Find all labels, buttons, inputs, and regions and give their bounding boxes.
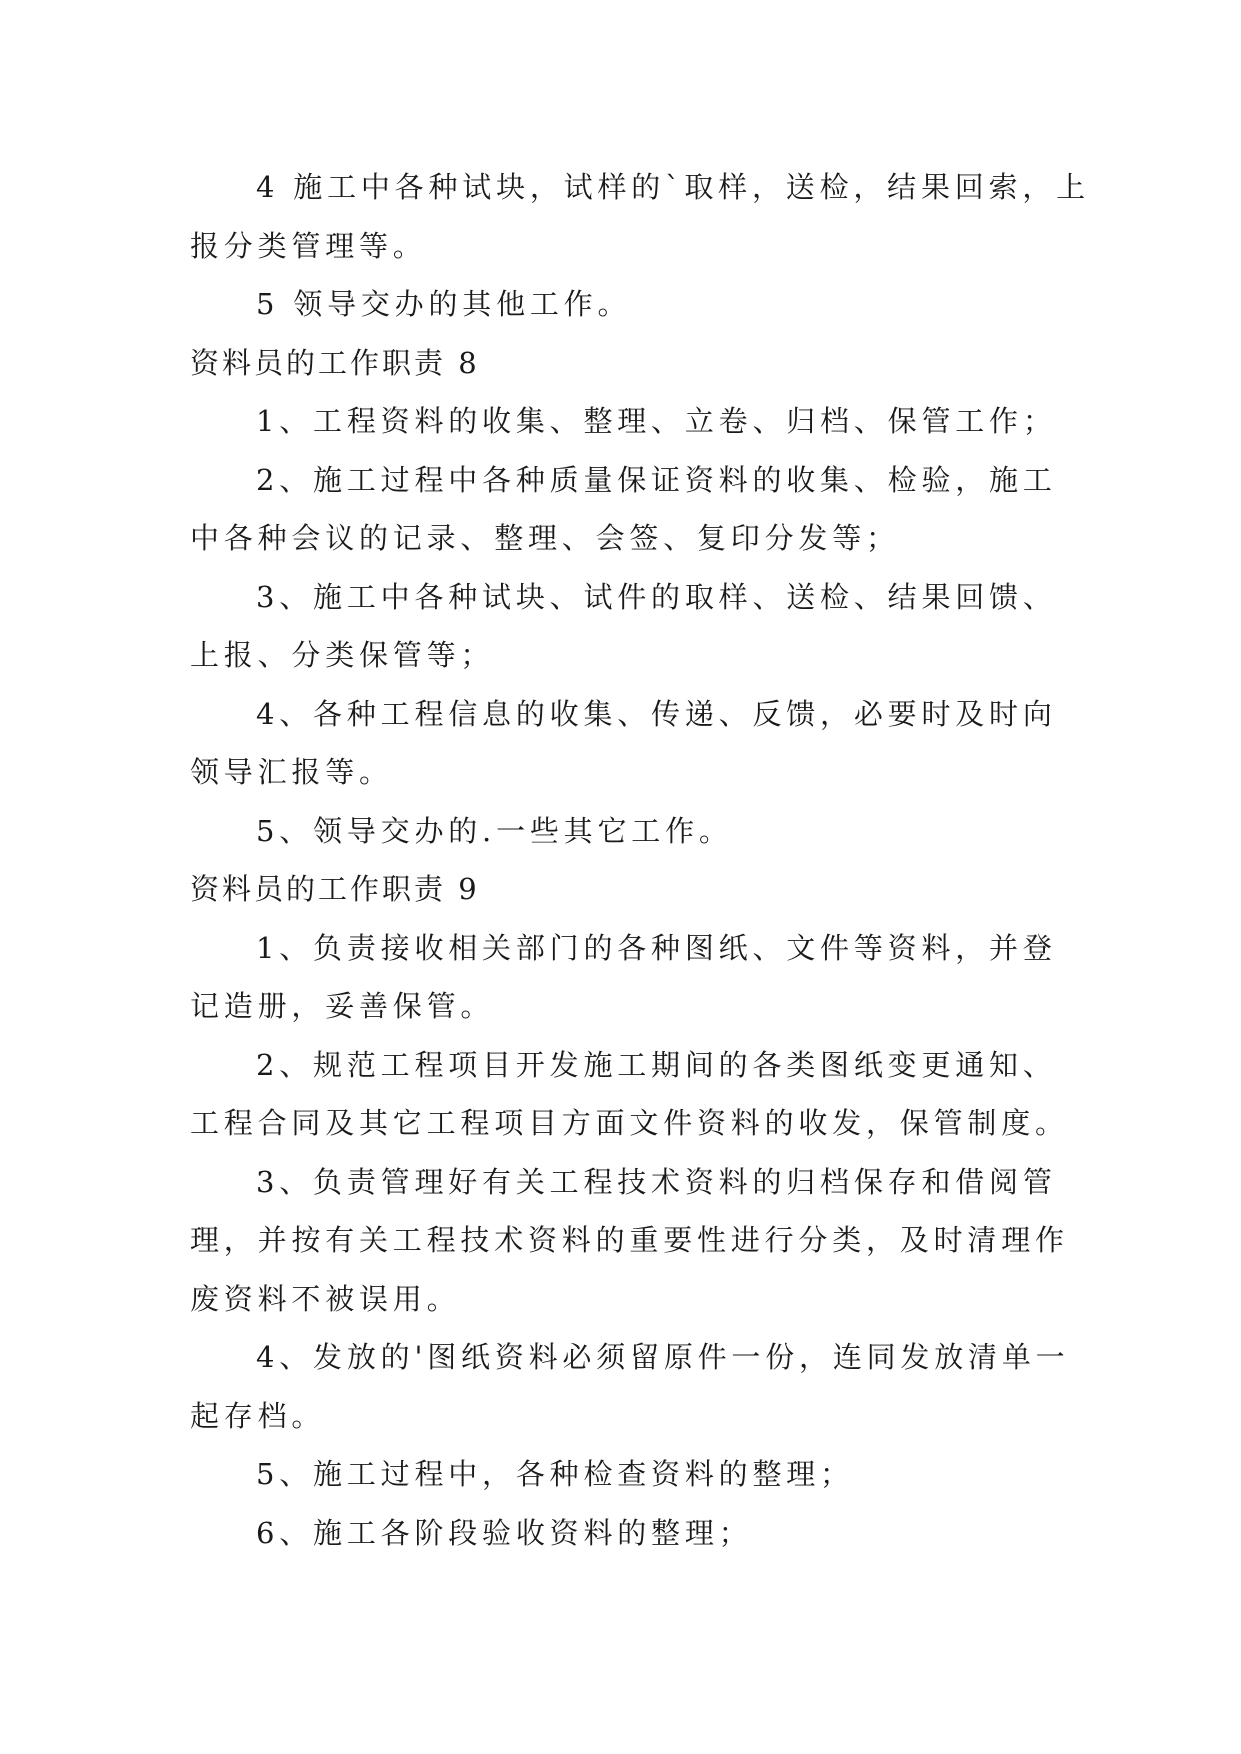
text-line: 4 施工中各种试块，试样的`取样，送检，结果回索，上 (256, 170, 1090, 204)
text-line: 领导汇报等。 (190, 755, 393, 789)
text-line: 4、发放的'图纸资料必须留原件一份，连同发放清单一 (256, 1340, 1070, 1374)
text-line: 3、负责管理好有关工程技术资料的归档保存和借阅管 (256, 1164, 1057, 1199)
text-line: 4、各种工程信息的收集、传递、反馈，必要时及时向 (256, 696, 1057, 731)
text-line: 1、工程资料的收集、整理、立卷、归档、保管工作； (256, 404, 1057, 438)
text-line: 记造册，妥善保管。 (190, 989, 495, 1023)
text-line: 6、施工各阶段验收资料的整理； (256, 1515, 753, 1550)
text-line: 上报、分类保管等； (190, 638, 495, 672)
section-heading: 资料员的工作职责 9 (190, 872, 480, 906)
text-line: 报分类管理等。 (190, 228, 427, 263)
document-page (190, 158, 1090, 1562)
text-line: 5、领导交办的.一些其它工作。 (256, 813, 733, 848)
text-line: 3、施工中各种试块、试件的取样、送检、结果回馈、 (256, 579, 1057, 614)
text-line: 废资料不被误用。 (190, 1281, 461, 1316)
text-line: 起存档。 (190, 1398, 326, 1433)
text-line: 2、规范工程项目开发施工期间的各类图纸变更通知、 (256, 1047, 1057, 1082)
text-line: 2、施工过程中各种质量保证资料的收集、检验，施工 (256, 462, 1057, 497)
section-heading: 资料员的工作职责 8 (190, 345, 480, 380)
text-line: 5 领导交办的其他工作。 (256, 287, 632, 321)
text-line: 5、施工过程中，各种检查资料的整理； (256, 1457, 854, 1491)
text-line: 中各种会议的记录、整理、会签、复印分发等； (190, 521, 900, 555)
text-line: 理，并按有关工程技术资料的重要性进行分类，及时清理作 (190, 1223, 1069, 1257)
text-line: 工程合同及其它工程项目方面文件资料的收发，保管制度。 (190, 1106, 1069, 1140)
text-line: 1、负责接收相关部门的各种图纸、文件等资料，并登 (256, 930, 1057, 965)
